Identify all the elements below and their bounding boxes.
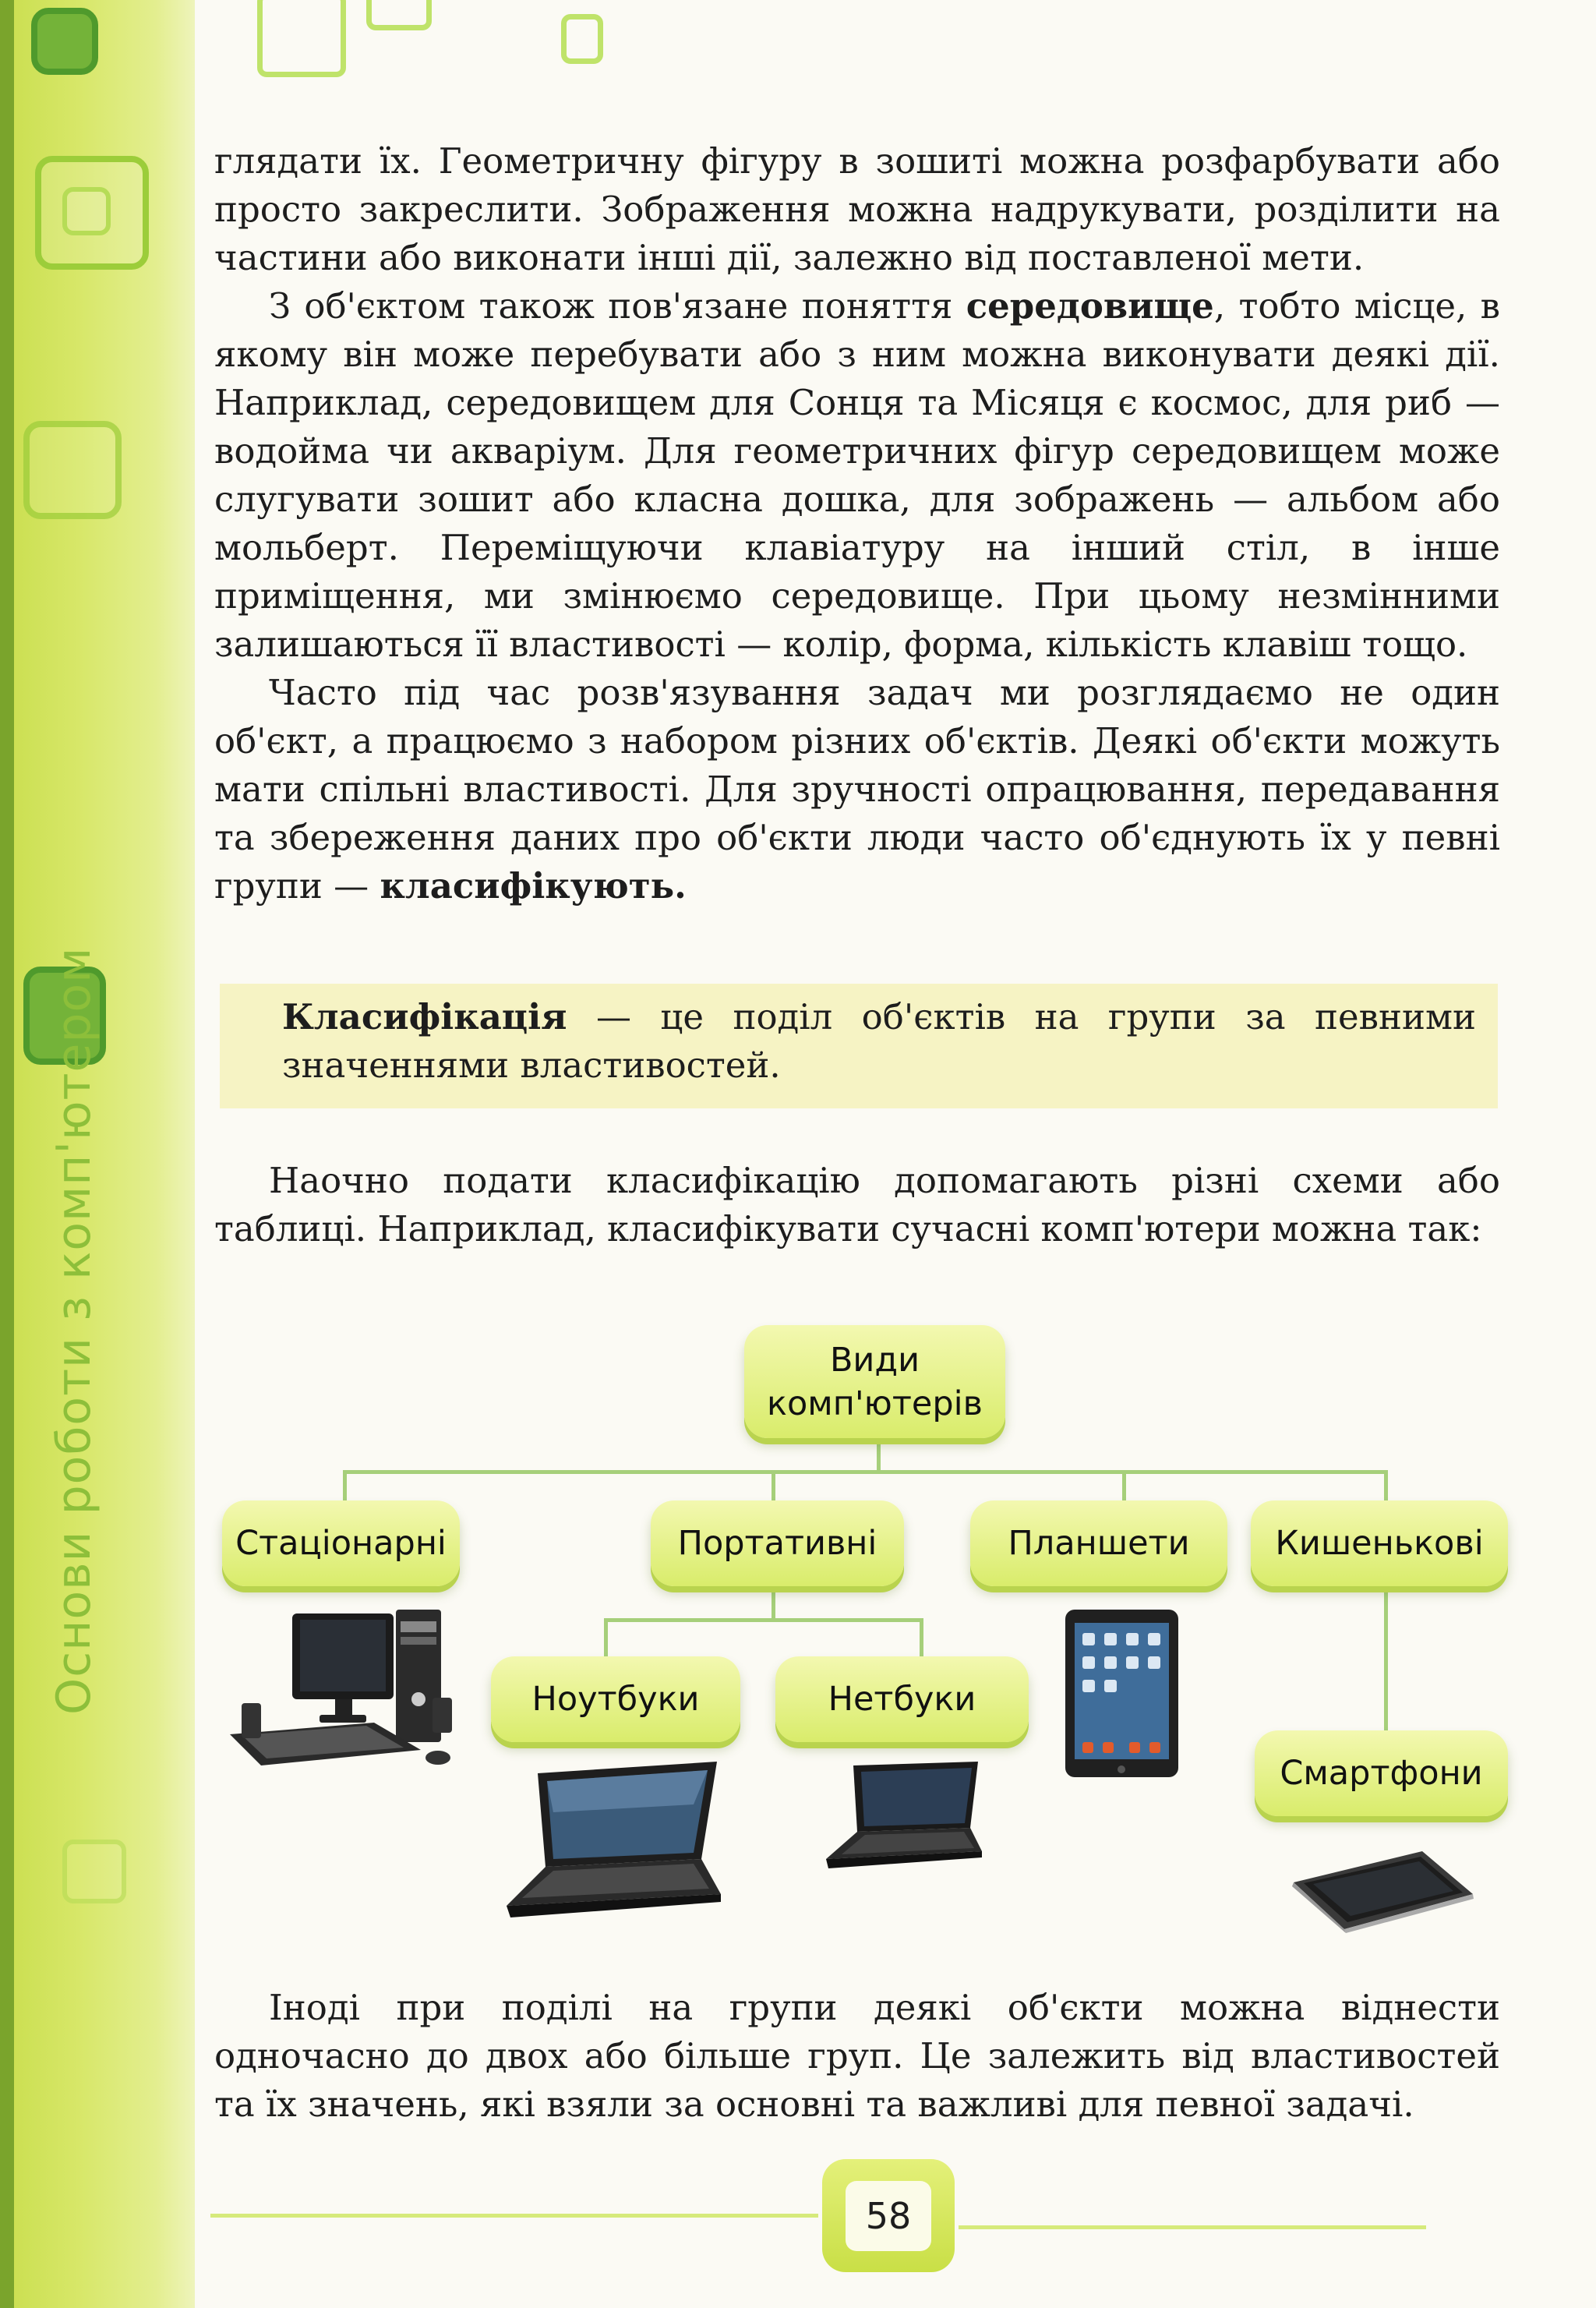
- tablet-image: [1061, 1606, 1182, 1781]
- text-block-closing: [214, 1984, 1500, 2129]
- connector: [604, 1618, 608, 1657]
- text-block-top: [214, 137, 1500, 910]
- connector: [772, 1582, 775, 1621]
- node-stationary: Стаціонарні: [222, 1500, 460, 1586]
- node-pocket: Кишенькові: [1251, 1500, 1508, 1586]
- page-number: 58: [846, 2181, 931, 2251]
- decor-square: [366, 0, 432, 30]
- decor-square: [561, 14, 603, 64]
- decor-square: [62, 1840, 126, 1903]
- paragraph: З об'єктом також пов'язане поняття середовище, тобто місце, в якому він може перебувати або з ним можна виконувати деякі дії. Наприклад, середовищем для Сонця та Місяця є космос, для риб — водойма чи акваріум. Для геометричних фігур середовищем може слугувати зошит або класна дошка, для зображень — альбом або мольберт. Переміщуючи клавіатуру на інший стіл, в інше приміщення, ми змінюємо середовище. При цьому незмінними залишаються її властивості — колір, форма, кількість клавіш тощо.: [214, 285, 1500, 665]
- smartphone-image: [1290, 1847, 1477, 1933]
- sidebar-strip: [0, 0, 195, 2308]
- text-block-intro: [214, 1157, 1500, 1253]
- term-environment: середовище: [966, 285, 1214, 327]
- paragraph: Часто під час розв'язування задач ми розглядаємо не один об'єкт, а працюємо з набором різних об'єктів. Деякі об'єкти можуть мати спільні властивості. Для зручності опрацювання, передавання та збереження даних про об'єкти люди часто об'єднують їх у певні групи — класифікують.: [214, 672, 1500, 907]
- term-classify: класифікують.: [380, 865, 687, 907]
- paragraph: Іноді при поділі на групи деякі об'єкти можна віднести одночасно до двох або більше груп. Це залежить від властивостей та їх значень, які взяли за основні та важливі для певної задачі.: [214, 1987, 1500, 2125]
- netbook-image: [822, 1758, 986, 1875]
- decor-square: [23, 421, 122, 519]
- node-laptops: Ноутбуки: [491, 1656, 740, 1742]
- decor-square: [31, 8, 98, 75]
- page-number-box: [822, 2159, 955, 2272]
- connector: [877, 1434, 881, 1473]
- desktop-computer-image: [226, 1606, 468, 1769]
- definition: Класифікація — це поділ об'єктів на групи за певними значеннями властивостей.: [282, 996, 1476, 1086]
- connector: [343, 1470, 1387, 1474]
- decor-line: [959, 2225, 1426, 2229]
- sidebar-edge: [0, 0, 14, 2308]
- connector: [604, 1618, 923, 1622]
- paragraph: глядати їх. Геометричну фігуру в зошиті можна розфарбувати або просто закреслити. Зображення можна надрукувати, розділити на частини або виконати інші дії, залежно від поставленої мети.: [214, 140, 1500, 278]
- definition-term: Класифікація: [282, 996, 567, 1037]
- decor-line: [210, 2214, 818, 2218]
- paragraph: Наочно подати класифікацію допомагають різні схеми або таблиці. Наприклад, класифікувати сучасні комп'ютери можна так:: [214, 1160, 1500, 1249]
- node-root: Види комп'ютерів: [744, 1325, 1005, 1438]
- connector: [1384, 1582, 1388, 1730]
- sidebar-title: Основи роботи з комп'ютером: [47, 946, 101, 1715]
- definition-box: [220, 984, 1498, 1108]
- node-portable: Портативні: [651, 1500, 904, 1586]
- laptop-image: [499, 1758, 725, 1921]
- decor-square: [257, 0, 346, 77]
- decor-square: [62, 187, 111, 235]
- node-netbooks: Нетбуки: [775, 1656, 1029, 1742]
- node-tablets: Планшети: [970, 1500, 1227, 1586]
- connector: [920, 1618, 923, 1657]
- node-smartphones: Смартфони: [1255, 1730, 1508, 1816]
